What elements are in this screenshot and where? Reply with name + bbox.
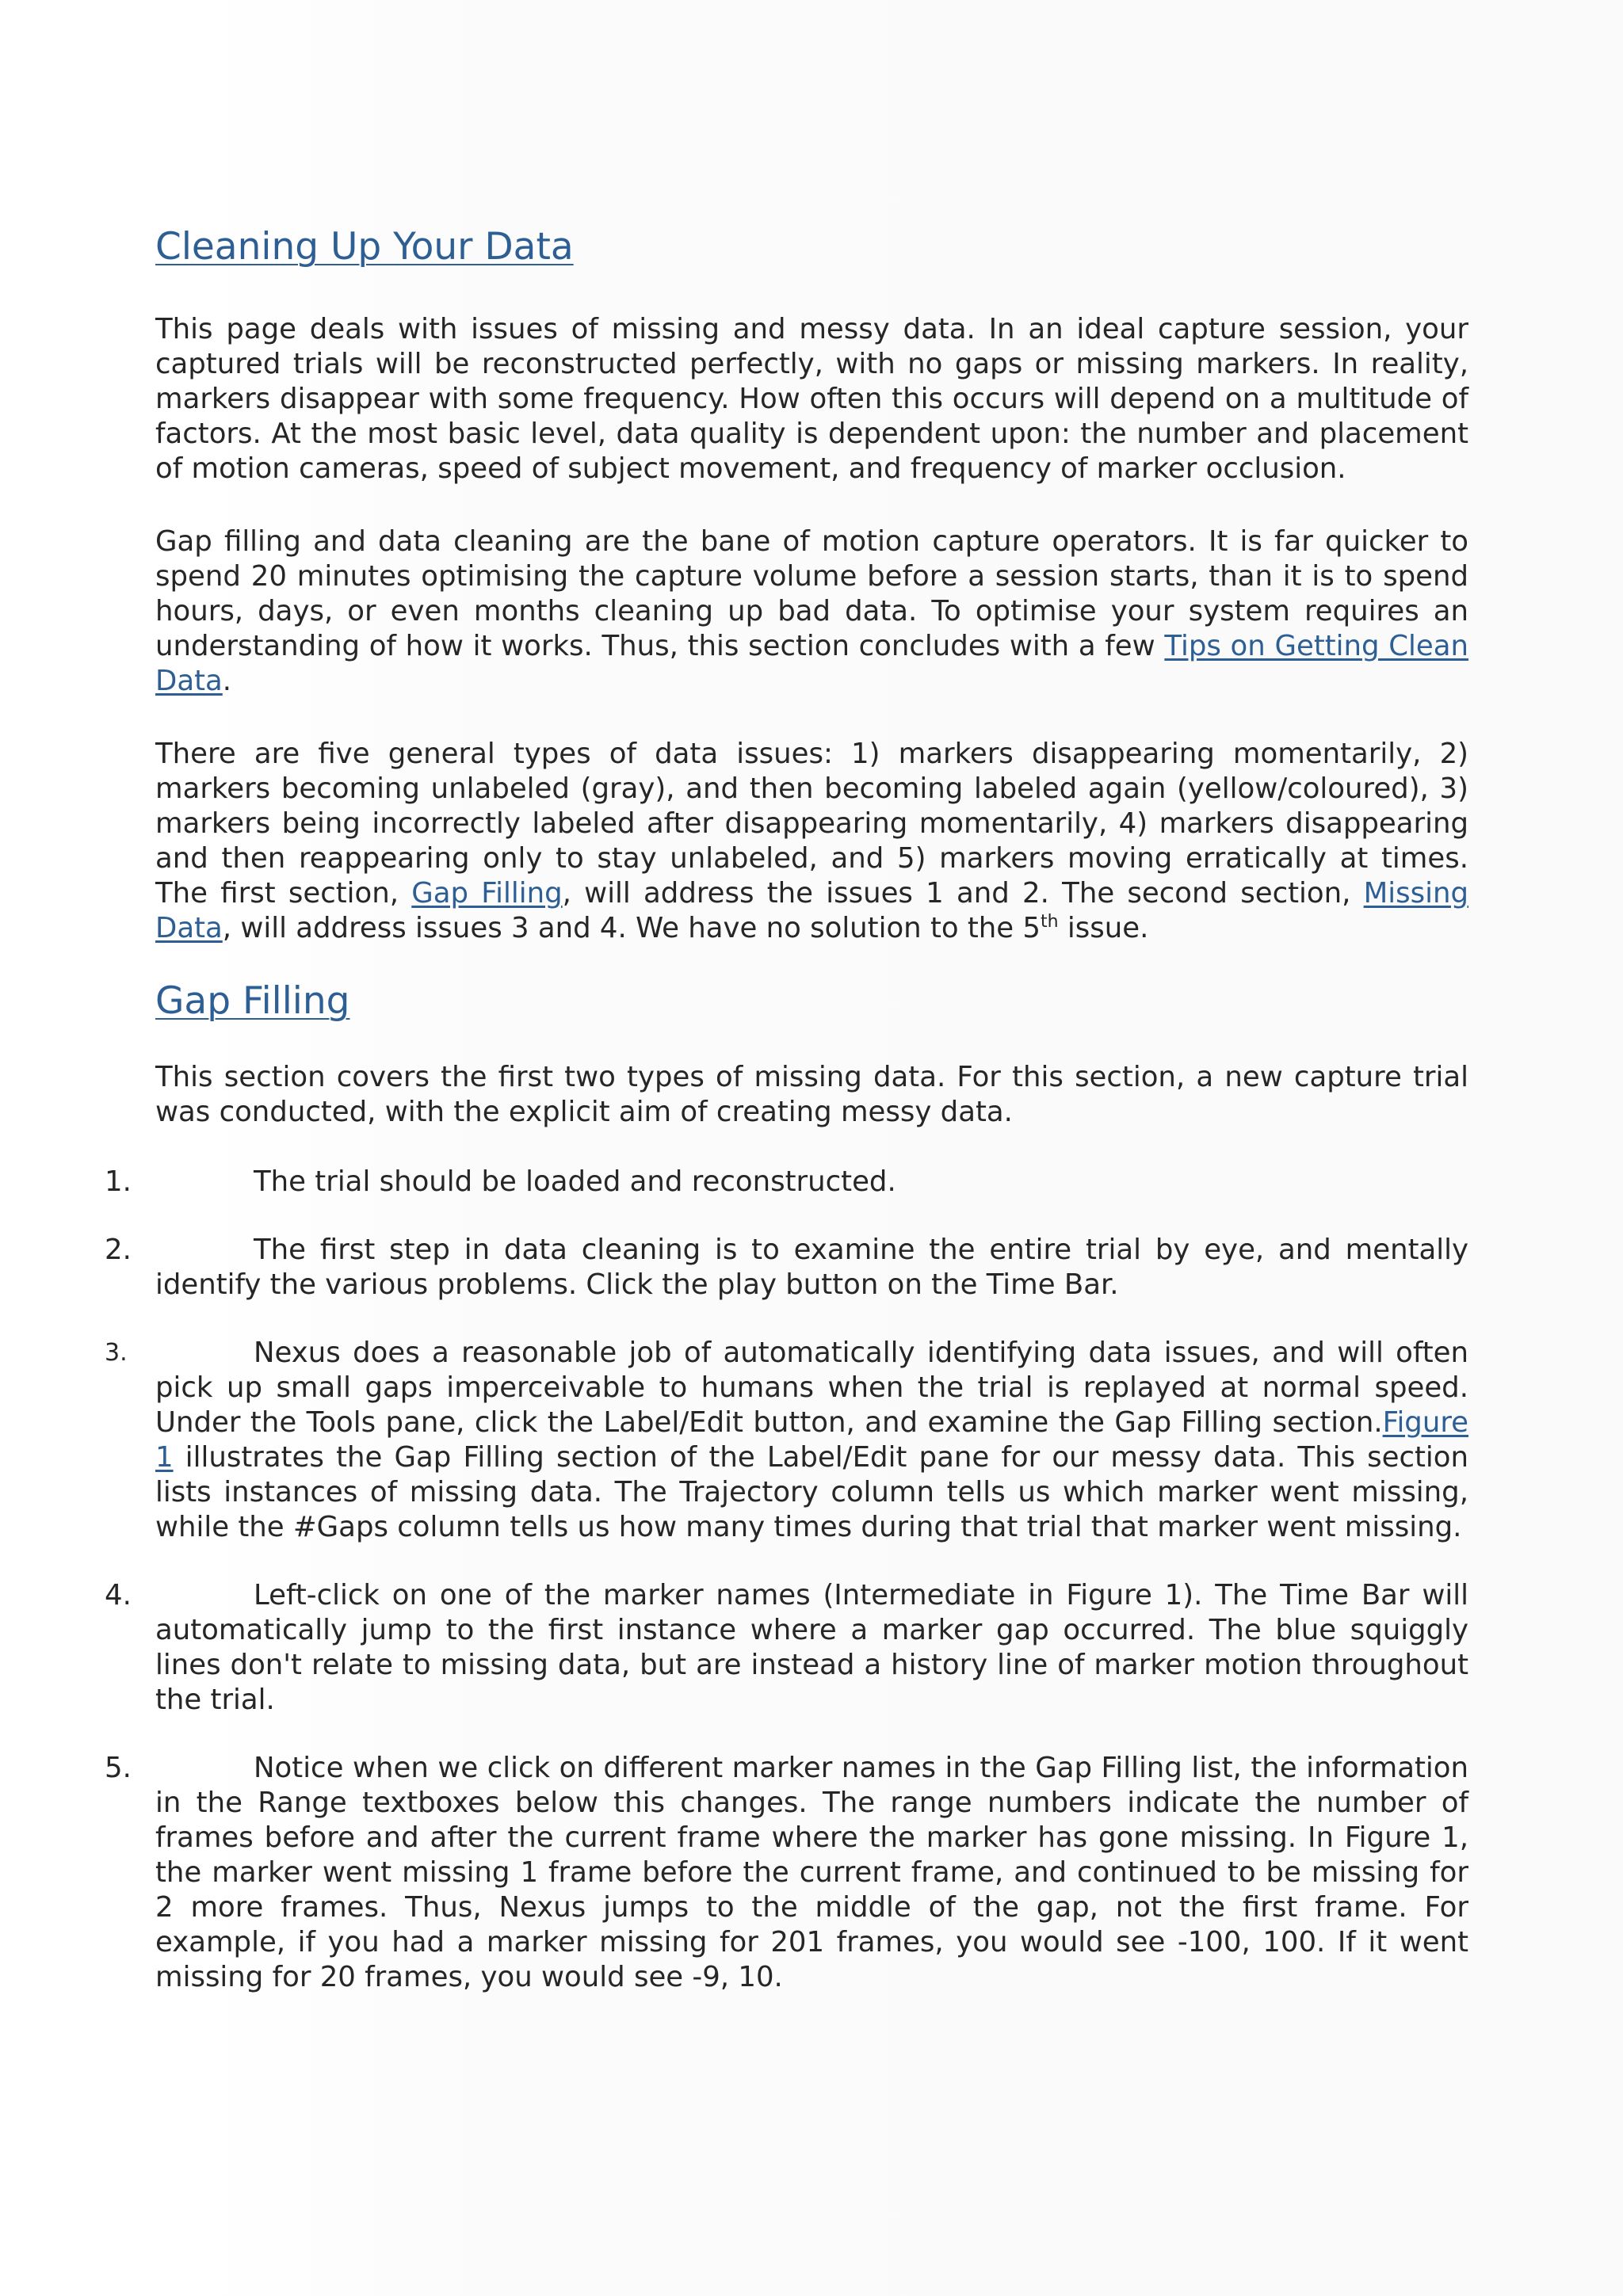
list-item (105, 1578, 1468, 1718)
list-item (105, 1165, 1468, 1199)
page-content (105, 223, 1469, 2028)
steps-list (105, 1165, 1468, 1995)
list-item-text: The first step in data cleaning is to examine the entire trial by eye, and mentally identify the various problems. Click the play button on the Time Bar. (155, 1234, 1468, 1301)
gap-filling-link[interactable]: Gap Filling (411, 877, 563, 910)
list-number: 5. (105, 1752, 132, 1784)
list-item-text: Nexus does a reasonable job of automatically identifying data issues, and will often pick up small gaps imperceivable to humans when the trial is replayed at normal speed. Under the Tools pane, click the Label/Edit button, and examine the Gap Filling section. (155, 1337, 1468, 1439)
list-item (105, 1751, 1468, 1995)
paragraph-text: There are five general types of data issues: 1) markers disappearing momentarily, 2) markers becoming unlabeled (gray), and then becoming labeled again (yellow/coloured), 3) markers being incorrectly labeled after disappearing momentarily, 4) markers disappearing and then reappearing only to stay unlabeled, and 5) markers moving erratically at times. The first section, (155, 738, 1468, 910)
missing-data-link[interactable]: Missing Data (155, 877, 1469, 944)
list-item-text: Notice when we click on different marker names in the Gap Filling list, the information in the Range textboxes below this changes. The range numbers indicate the number of frames before and after the current frame where the marker has gone missing. In Figure 1, the marker went missing 1 frame before the current frame, and continued to be missing for 2 more frames. Thus, Nexus jumps to the middle of the gap, not the first frame. For example, if you had a marker missing for 201 frames, you would see -100, 100. If it went missing for 20 frames, you would see -9, 10. (155, 1752, 1468, 1993)
heading-gap-filling[interactable]: Gap Filling (155, 979, 350, 1023)
paragraph-intro: This page deals with issues of missing and messy data. In an ideal capture session, your captured trials will be reconstructed perfectly, with no gaps or missing markers. In reality, markers disappear with some frequency. How often this occurs will depend on a multitude of factors. At the most basic level, data quality is dependent upon: the number and placement of motion cameras, speed of subject movement, and frequency of marker occlusion. (155, 313, 1468, 485)
list-number: 2. (105, 1234, 132, 1266)
list-item-text: illustrates the Gap Filling section of the Label/Edit pane for our messy data. This section lists instances of missing data. The Trajectory column tells us which marker went missing, while the #Gaps column tells us how many times during that trial that marker went missing. (155, 1441, 1468, 1543)
paragraph-text: . (222, 665, 232, 697)
list-number: 4. (105, 1579, 132, 1611)
paragraph-gap-filling-bane (155, 524, 1468, 699)
paragraph-text: issue. (1058, 912, 1149, 944)
paragraph-text: Gap filling and data cleaning are the bane of motion capture operators. It is far quicker to spend 20 minutes optimising the capture volume before a session starts, than it is to spend hours, days, or even months cleaning up bad data. To optimise your system requires an understanding of how it works. Thus, this section concludes with a few (155, 525, 1468, 662)
figure-1-link[interactable]: Figure 1 (155, 1406, 1468, 1474)
tips-clean-data-link[interactable]: Tips on Getting Clean Data (155, 630, 1468, 697)
paragraph-gap-filling-intro: This section covers the first two types of missing data. For this section, a new capture trial was conducted, with the explicit aim of creating messy data. (155, 1061, 1468, 1128)
list-item-text: The trial should be loaded and reconstructed. (254, 1165, 896, 1198)
paragraph-text: , will address the issues 1 and 2. The second section, (562, 877, 1364, 910)
list-item-text: Left-click on one of the marker names (Intermediate in Figure 1). The Time Bar will automatically jump to the first instance where a marker gap occurred. The blue squiggly lines don't relate to missing data, but are instead a history line of marker motion throughout the trial. (155, 1579, 1468, 1716)
list-item (105, 1336, 1468, 1545)
list-number: 1. (105, 1165, 132, 1198)
heading-cleaning-up-your-data[interactable]: Cleaning Up Your Data (155, 225, 574, 269)
list-number: 3. (105, 1339, 128, 1367)
list-item (105, 1233, 1468, 1302)
superscript-th: th (1041, 912, 1059, 933)
paragraph-text: , will address issues 3 and 4. We have no solution to the 5 (222, 912, 1041, 944)
paragraph-five-issues (155, 737, 1468, 946)
